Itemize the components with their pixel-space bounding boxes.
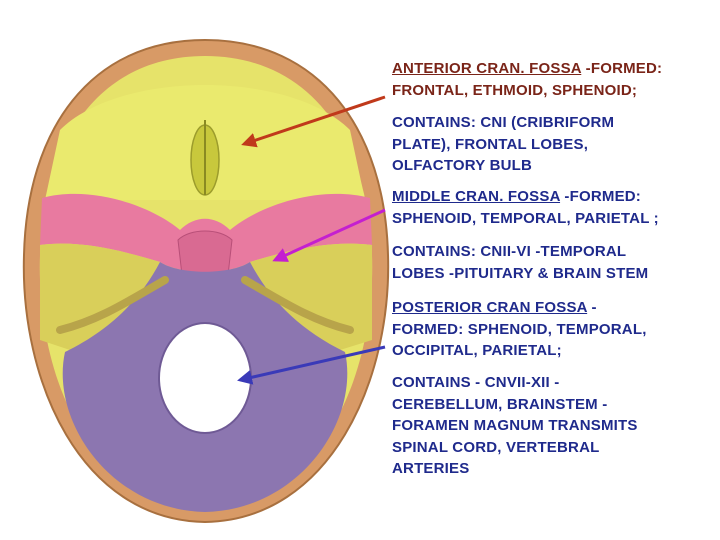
middle-fossa-heading (392, 186, 712, 208)
posterior-formed-suffix: - (587, 299, 597, 316)
anterior-contains: CONTAINS: CNI (CRIBRIFORM PLATE), FRONTAL LOBES, OLFACTORY BULB (392, 114, 615, 174)
middle-formed-suffix: -FORMED: (560, 188, 641, 205)
posterior-fossa-title: POSTERIOR CRAN FOSSA (392, 299, 588, 316)
posterior-formed-bones: FORMED: SPHENOID, TEMPORAL, OCCIPITAL, PARIETAL; (392, 320, 647, 359)
middle-contains: CONTAINS: CNII-VI -TEMPORAL LOBES -PITUITARY & BRAIN STEM (392, 243, 649, 282)
posterior-contains: CONTAINS - CNVII-XII - CEREBELLUM, BRAINSTEM - FORAMEN MAGNUM TRANSMITS SPINAL CORD, VERTEBRAL ARTERIES (392, 374, 638, 477)
middle-fossa-title: MIDDLE CRAN. FOSSA (392, 188, 561, 205)
foramen-magnum (159, 323, 251, 433)
anterior-fossa-title: ANTERIOR CRAN. FOSSA (392, 60, 582, 77)
anterior-formed-suffix: -FORMED: (581, 60, 663, 77)
anterior-formed-bones: FRONTAL, ETHMOID, SPHENOID; (392, 81, 638, 99)
middle-formed-bones: SPHENOID, TEMPORAL, PARIETAL ; (392, 209, 659, 227)
posterior-fossa-heading (392, 297, 712, 319)
anterior-fossa-heading (392, 58, 712, 80)
